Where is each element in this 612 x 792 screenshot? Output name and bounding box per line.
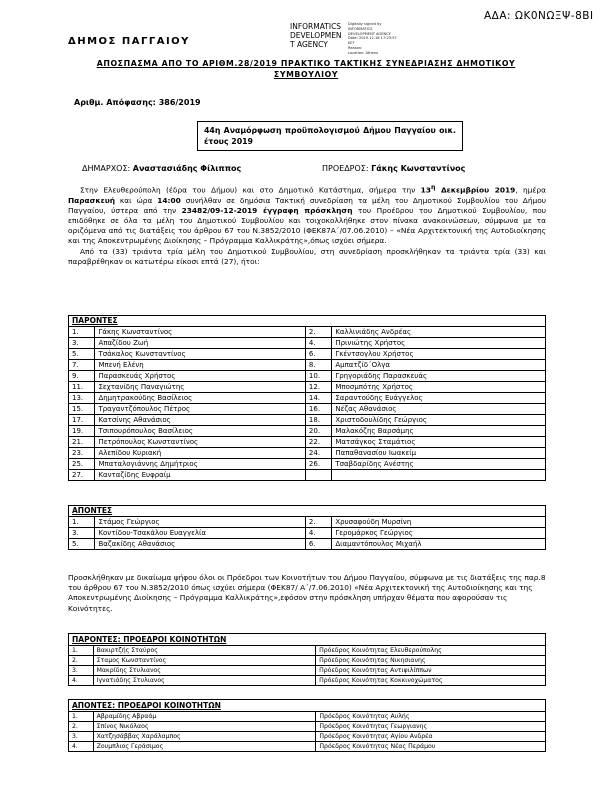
member-name: Κοντίδου-Τσακάλου Ευαγγελία xyxy=(95,528,305,539)
row-number: 10. xyxy=(305,371,331,382)
member-name: Κατσίνης Αθανάσιος xyxy=(95,415,305,426)
member-name: Μποσμπότης Χρήστος xyxy=(332,382,546,393)
table-row xyxy=(69,415,546,426)
stamp-detail-line: Digitally signed by xyxy=(348,22,382,26)
member-name: Στάμος Γεώργιος xyxy=(95,517,305,528)
presidents-paragraph-text: Προσκλήθηκαν με δικαίωμα ψήφου όλοι οι Πρόεδροι των Κοινοτήτων του Δήμου Παγγαίου, σύμφωνα με τις διατάξεις της παρ.8 του άρθρου 67 του Ν.3852/2010 όπως ισχύει σήμερα (ΦΕΚ87/ Α΄/7.06.2010) «Νέα Αρχιτεκτονική της Αυτοδιοίκησης και της Αποκεντρωμένης Διοίκησης – Πρόγραμμα Καλλικράτης»,εφόσον στην πρόσκληση υπήρχαν θέματα που αφορούσαν τις Κοινότητες. xyxy=(68,573,546,613)
intro-paragraph-1 xyxy=(68,183,546,247)
absent-presidents-header: ΑΠΟΝΤΕΣ: ΠΡΟΕΔΡΟΙ ΚΟΙΝΟΤΗΤΩΝ xyxy=(69,700,546,712)
row-number: 13. xyxy=(69,393,95,404)
table-row xyxy=(69,437,546,448)
mayor-line xyxy=(82,164,241,173)
table-row xyxy=(69,528,546,539)
member-name xyxy=(332,470,546,481)
row-number: 18. xyxy=(305,415,331,426)
table-row xyxy=(69,470,546,481)
stamp-line: DEVELOPMEN xyxy=(290,31,342,40)
stamp-detail-line: Reason: xyxy=(348,45,363,50)
member-name: Χριστοδουλίδης Γεώργιος xyxy=(332,415,546,426)
table-row xyxy=(69,349,546,360)
member-name: Τσαβδαρίδης Ανέστης xyxy=(332,459,546,470)
digital-signature-details xyxy=(348,22,397,56)
absent-presidents-table xyxy=(68,699,546,752)
member-name: Σεχτανίδης Παναγιώτης xyxy=(95,382,305,393)
table-row xyxy=(69,656,546,666)
row-number xyxy=(305,470,331,481)
stamp-line: T AGENCY xyxy=(290,40,328,49)
member-name: Κανταζίδης Ευφραίμ xyxy=(95,470,305,481)
table-row xyxy=(69,722,546,732)
row-number: 7. xyxy=(69,360,95,371)
president-name: Σπίνος Νικόλαος xyxy=(93,722,316,732)
intro-text-span: και ώρα xyxy=(115,195,158,205)
digital-signature-label xyxy=(290,22,342,49)
row-number: 8. xyxy=(305,360,331,371)
president-role: Πρόεδρος Κοινότητας Αντιφιλίππων xyxy=(316,666,546,676)
row-number: 2. xyxy=(305,327,331,338)
stamp-detail-line: INFORMATICS xyxy=(348,26,373,31)
row-number: 15. xyxy=(69,404,95,415)
presidents-paragraph xyxy=(68,573,546,614)
table-row xyxy=(69,426,546,437)
absent-header: ΑΠΟΝΤΕΣ xyxy=(69,506,546,517)
row-number: 9. xyxy=(69,371,95,382)
meeting-weekday: Παρασκευή xyxy=(68,195,116,205)
president-role: Πρόεδρος Κοινότητας Γεωργιανης xyxy=(316,722,546,732)
intro-text xyxy=(68,183,546,267)
absent-members-table xyxy=(68,505,546,550)
member-name: Διαμαντόπουλος Μιχαήλ xyxy=(332,539,546,550)
member-name: Γρηγοριάδης Παρασκευάς xyxy=(332,371,546,382)
table-row xyxy=(69,327,546,338)
member-name: Παπαθανασίου Ιωακείμ xyxy=(332,448,546,459)
member-name: Νέζας Αθανάσιος xyxy=(332,404,546,415)
table-row xyxy=(69,742,546,752)
member-name: Γερομάρκος Γεώργιος xyxy=(332,528,546,539)
decision-label: Αριθμ. Απόφασης: xyxy=(74,98,156,107)
row-number: 5. xyxy=(69,539,95,550)
president-role: Πρόεδρος Κοινότητας Νικησιανης xyxy=(316,656,546,666)
row-number: 5. xyxy=(69,349,95,360)
stamp-detail-line: Location: Athens xyxy=(348,50,378,55)
member-name: Αμπατζίδ΄Ολγα xyxy=(332,360,546,371)
stamp-detail-line: EET xyxy=(348,41,355,46)
president-role: Πρόεδρος Κοινότητας Νέας Περάμου xyxy=(316,742,546,752)
row-number: 2. xyxy=(305,517,331,528)
row-number: 21. xyxy=(69,437,95,448)
row-number: 1. xyxy=(69,712,94,722)
row-number: 17. xyxy=(69,415,95,426)
intro-paragraph-2: Από τα (33) τριάντα τρία μέλη του Δημοτικού Συμβουλίου, στη συνεδρίαση προσκλήθηκαν τα τριάντα τρία (33) και παραβρέθηκαν οι κατωτέρω είκοσι επτά (27), ήτοι: xyxy=(68,246,546,266)
table-row xyxy=(69,517,546,528)
row-number: 20. xyxy=(305,426,331,437)
president-role: Πρόεδρος Κοινότητας Κοκκινοχώματος xyxy=(316,676,546,686)
row-number: 27. xyxy=(69,470,95,481)
member-name: Παρασκευάς Χρήστος xyxy=(95,371,305,382)
intro-text-span: του Προέδρου του Δημοτικού Συμβουλίου, που επιδόθηκε σε όλα τα μέλη του Δημοτικού Συμβουλίου και τοιχοκολλήθηκε στον πίνακα ανακοινώσεων, σύμφωνα με τα οριζόμενα από τις διατάξεις του άρθρου 67 του Ν.3852/2010 (ΦΕΚ87Α΄/07.06.2010) – «Νέα Αρχιτεκτονική της Αυτοδιοίκησης και της Αποκεντρωμένης Διοίκησης – Πρόγραμμα Καλλικράτης»,όπως ισχύει σήμερα. xyxy=(68,205,546,246)
row-number: 12. xyxy=(305,382,331,393)
chair-name: Γάκης Κωνσταντίνος xyxy=(371,164,466,173)
row-number: 22. xyxy=(305,437,331,448)
member-name: Πετρόπουλος Κωνσταντίνος xyxy=(95,437,305,448)
row-number: 23. xyxy=(69,448,95,459)
decision-value: 386/2019 xyxy=(158,98,201,107)
member-name: Τσιπουρόπουλος Βασίλειος xyxy=(95,426,305,437)
meeting-time: 14:00 xyxy=(157,195,181,205)
meeting-day: 13 xyxy=(420,185,431,195)
president-name: Βακιρτζής Σταύρος xyxy=(93,646,315,656)
table-row xyxy=(69,448,546,459)
president-name: Μακρίδης Στυλιανος xyxy=(93,666,315,676)
president-role: Πρόεδρος Κοινότητας Αγίου Ανδρέα xyxy=(316,732,546,742)
member-name: Χρυσαφούδη Μυρσίνη xyxy=(332,517,546,528)
row-number: 4. xyxy=(305,528,331,539)
president-role: Πρόεδρος Κοινότητας Ελευθερούπολης xyxy=(316,646,546,656)
meeting-month: Δεκεμβρίου 2019 xyxy=(435,185,516,195)
chair-label: ΠΡΟΕΔΡΟΣ: xyxy=(322,164,369,173)
extract-title-line1: ΑΠΟΣΠΑΣΜΑ ΑΠΟ ΤΟ ΑΡΙΘΜ.28/2019 ΠΡΑΚΤΙΚΟ ΤΑΚΤΙΚΗΣ ΣΥΝΕΔΡΙΑΣΗΣ ΔΗΜΟΤΙΚΟΥ xyxy=(96,59,516,68)
row-number: 14. xyxy=(305,393,331,404)
member-name: Ματσάγκος Σταμάτιος xyxy=(332,437,546,448)
row-number: 19. xyxy=(69,426,95,437)
row-number: 6. xyxy=(305,539,331,550)
stamp-line: INFORMATICS xyxy=(290,22,342,31)
table-row xyxy=(69,712,546,722)
member-name: Απαζίδου Ζωή xyxy=(95,338,305,349)
row-number: 3. xyxy=(69,338,95,349)
president-role: Πρόεδρος Κοινότητας Αυλής xyxy=(316,712,546,722)
table-row xyxy=(69,666,546,676)
member-name: Πρινιώτης Χρήστος xyxy=(332,338,546,349)
stamp-detail-line: Date: 2019.12.18 17:23:57 xyxy=(348,36,397,41)
row-number: 26. xyxy=(305,459,331,470)
table-row xyxy=(69,732,546,742)
table-row xyxy=(69,646,546,656)
ada-code: ΑΔΑ: ΩΚ0ΝΩΞΨ-8ΒΙ xyxy=(484,10,594,22)
president-name: Χατζησάββας Χαράλαμπος xyxy=(93,732,316,742)
chair-line xyxy=(322,164,465,173)
subject-box: 44η Αναμόρφωση προϋπολογισμού Δήμου Παγγαίου οικ. έτους 2019 xyxy=(197,121,463,151)
row-number: 2. xyxy=(69,656,94,666)
extract-title-line2: ΣΥΜΒΟΥΛΙΟΥ xyxy=(273,70,339,79)
row-number: 1. xyxy=(69,646,94,656)
member-name: Γάκης Κωνσταντίνος xyxy=(95,327,305,338)
row-number: 3. xyxy=(69,528,95,539)
present-presidents-table xyxy=(68,633,546,686)
member-name: Δημητρακούδης Βασίλειος xyxy=(95,393,305,404)
table-row xyxy=(69,676,546,686)
meeting-day-suffix: η xyxy=(430,184,436,191)
table-row xyxy=(69,371,546,382)
president-name: Ζουμπλιος Γεράσιμος xyxy=(93,742,316,752)
member-name: Μαλακόζης Βαρσάμης xyxy=(332,426,546,437)
member-name: Μπενή Ελένη xyxy=(95,360,305,371)
intro-text-span: συνήλθαν σε δημόσια Τακτική συνεδρίαση τα μέλη του Δημοτικού Συμβουλίου του Δήμου Παγγαίου, ύστερα από την xyxy=(68,195,546,215)
table-row xyxy=(69,539,546,550)
row-number: 3. xyxy=(69,732,94,742)
member-name: Καλλινιάδης Ανδρέας xyxy=(332,327,546,338)
row-number: 16. xyxy=(305,404,331,415)
mayor-name: Αναστασιάδης Φίλιππος xyxy=(132,164,242,173)
member-name: Μπαταλογιάννης Δημήτριος xyxy=(95,459,305,470)
member-name: Γκέντσογλου Χρήστος xyxy=(332,349,546,360)
row-number: 1. xyxy=(69,327,95,338)
member-name: Σαραντούδης Ευάγγελος xyxy=(332,393,546,404)
stamp-detail-line: DEVELOPMENT AGENCY xyxy=(348,31,391,36)
row-number: 24. xyxy=(305,448,331,459)
decision-number xyxy=(74,98,201,107)
intro-text-span: , ημέρα xyxy=(515,185,546,195)
table-row xyxy=(69,360,546,371)
table-row xyxy=(69,393,546,404)
president-name: Αβραμίδης Αβραάμ xyxy=(93,712,316,722)
row-number: 6. xyxy=(305,349,331,360)
invitation-reference: 23482/09-12-2019 έγγραφη πρόσκληση xyxy=(181,205,353,215)
mayor-label: ΔΗΜΑΡΧΟΣ: xyxy=(82,164,131,173)
row-number: 1. xyxy=(69,517,95,528)
extract-title xyxy=(40,58,572,80)
president-name: Σταμος Κωνσταντίνος xyxy=(93,656,315,666)
table-row xyxy=(69,338,546,349)
intro-text-span: Στην Ελευθερούπολη (έδρα του Δήμου) και στο Δημοτικό Κατάστημα, σήμερα την xyxy=(80,185,421,195)
table-row xyxy=(69,459,546,470)
row-number: 2. xyxy=(69,722,94,732)
member-name: Τραγαντζόπουλος Πέτρος xyxy=(95,404,305,415)
member-name: Βαζακίδης Αθανάσιος xyxy=(95,539,305,550)
member-name: Αλεπίδου Κυριακή xyxy=(95,448,305,459)
row-number: 4. xyxy=(305,338,331,349)
present-members-table xyxy=(68,315,546,481)
president-name: Ιγνατιάδης Στυλιανος xyxy=(93,676,315,686)
row-number: 25. xyxy=(69,459,95,470)
member-name: Τσάκαλος Κωνσταντίνος xyxy=(95,349,305,360)
row-number: 11. xyxy=(69,382,95,393)
row-number: 4. xyxy=(69,676,94,686)
row-number: 4. xyxy=(69,742,94,752)
table-row xyxy=(69,404,546,415)
present-header: ΠΑΡΟΝΤΕΣ xyxy=(69,316,546,327)
present-presidents-header: ΠΑΡΟΝΤΕΣ: ΠΡΟΕΔΡΟΙ ΚΟΙΝΟΤΗΤΩΝ xyxy=(69,634,546,646)
municipality-name: ΔΗΜΟΣ ΠΑΓΓΑΙΟΥ xyxy=(68,36,190,47)
table-row xyxy=(69,382,546,393)
row-number: 3. xyxy=(69,666,94,676)
